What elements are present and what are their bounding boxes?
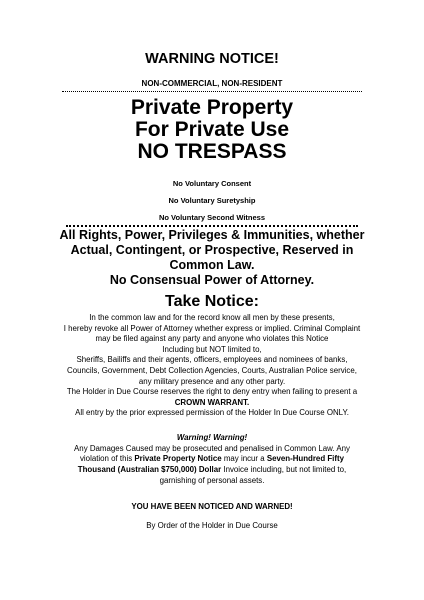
notice-subtitle: NON-COMMERCIAL, NON-RESIDENT (141, 79, 283, 88)
notice-line: The Holder in Due Course reserves the right to deny entry when failing to present a (66, 387, 358, 396)
warning-line-2-b: Private Property Notice (134, 454, 222, 463)
no-voluntary-suretyship: No Voluntary Suretyship (168, 196, 256, 205)
no-voluntary-second-witness: No Voluntary Second Witness (158, 213, 266, 222)
headline-private-property: Private Property (130, 96, 294, 119)
notice-line: Councils, Government, Debt Collection Agencies, Courts, Australian Police service, (67, 366, 357, 375)
warning-line-2-a: violation of this (79, 454, 135, 463)
notice-line: In the common law and for the record know all men by these presents, (89, 313, 335, 322)
by-order-line: By Order of the Holder in Due Course (146, 521, 278, 530)
no-voluntary-consent: No Voluntary Consent (172, 179, 252, 188)
rights-line-2: Actual, Contingent, or Prospective, Reserved in (70, 243, 354, 257)
warning-line-3-a: Thousand (Australian $750,000) Dollar (77, 465, 222, 474)
rights-line-3: Common Law. (169, 258, 255, 272)
notice-line: Including but NOT limited to, (162, 345, 262, 354)
noticed-and-warned: YOU HAVE BEEN NOTICED AND WARNED! (131, 502, 293, 511)
warning-line-2 (0, 454, 424, 465)
warning-heading: Warning! Warning! (176, 433, 248, 442)
notice-title: WARNING NOTICE! (145, 51, 279, 67)
take-notice-heading: Take Notice: (165, 293, 259, 310)
warning-line-1: Any Damages Caused may be prosecuted and penalised in Common Law. Any (74, 444, 350, 453)
rights-line-4: No Consensual Power of Attorney. (109, 273, 315, 287)
warning-line-3 (0, 465, 424, 476)
warning-line-2-c: may incur a (221, 454, 267, 463)
headline-private-use: For Private Use (134, 118, 290, 141)
warning-line-4: garnishing of personal assets. (159, 476, 265, 485)
warning-line-3-b: Invoice including, but not limited to, (221, 465, 347, 474)
dotted-divider-top (62, 91, 362, 92)
notice-line: I hereby revoke all Power of Attorney whether express or implied. Criminal Complaint (63, 324, 361, 333)
notice-line: any military presence and any other party. (138, 377, 286, 386)
headline-no-trespass: NO TRESPASS (137, 140, 287, 163)
notice-line: All entry by the prior expressed permission of the Holder In Due Course ONLY. (75, 408, 349, 417)
warning-line-2-d: Seven-Hundred Fifty (266, 454, 344, 463)
dotted-divider-middle (66, 225, 358, 227)
notice-line: Sheriffs, Bailiffs and their agents, officers, employees and nominees of banks, (76, 355, 348, 364)
crown-warrant-line: CROWN WARRANT. (174, 398, 250, 407)
notice-line: may be filed against any party and anyone who violates this Notice (95, 334, 329, 343)
rights-line-1: All Rights, Power, Privileges & Immunities, whether (59, 228, 365, 242)
